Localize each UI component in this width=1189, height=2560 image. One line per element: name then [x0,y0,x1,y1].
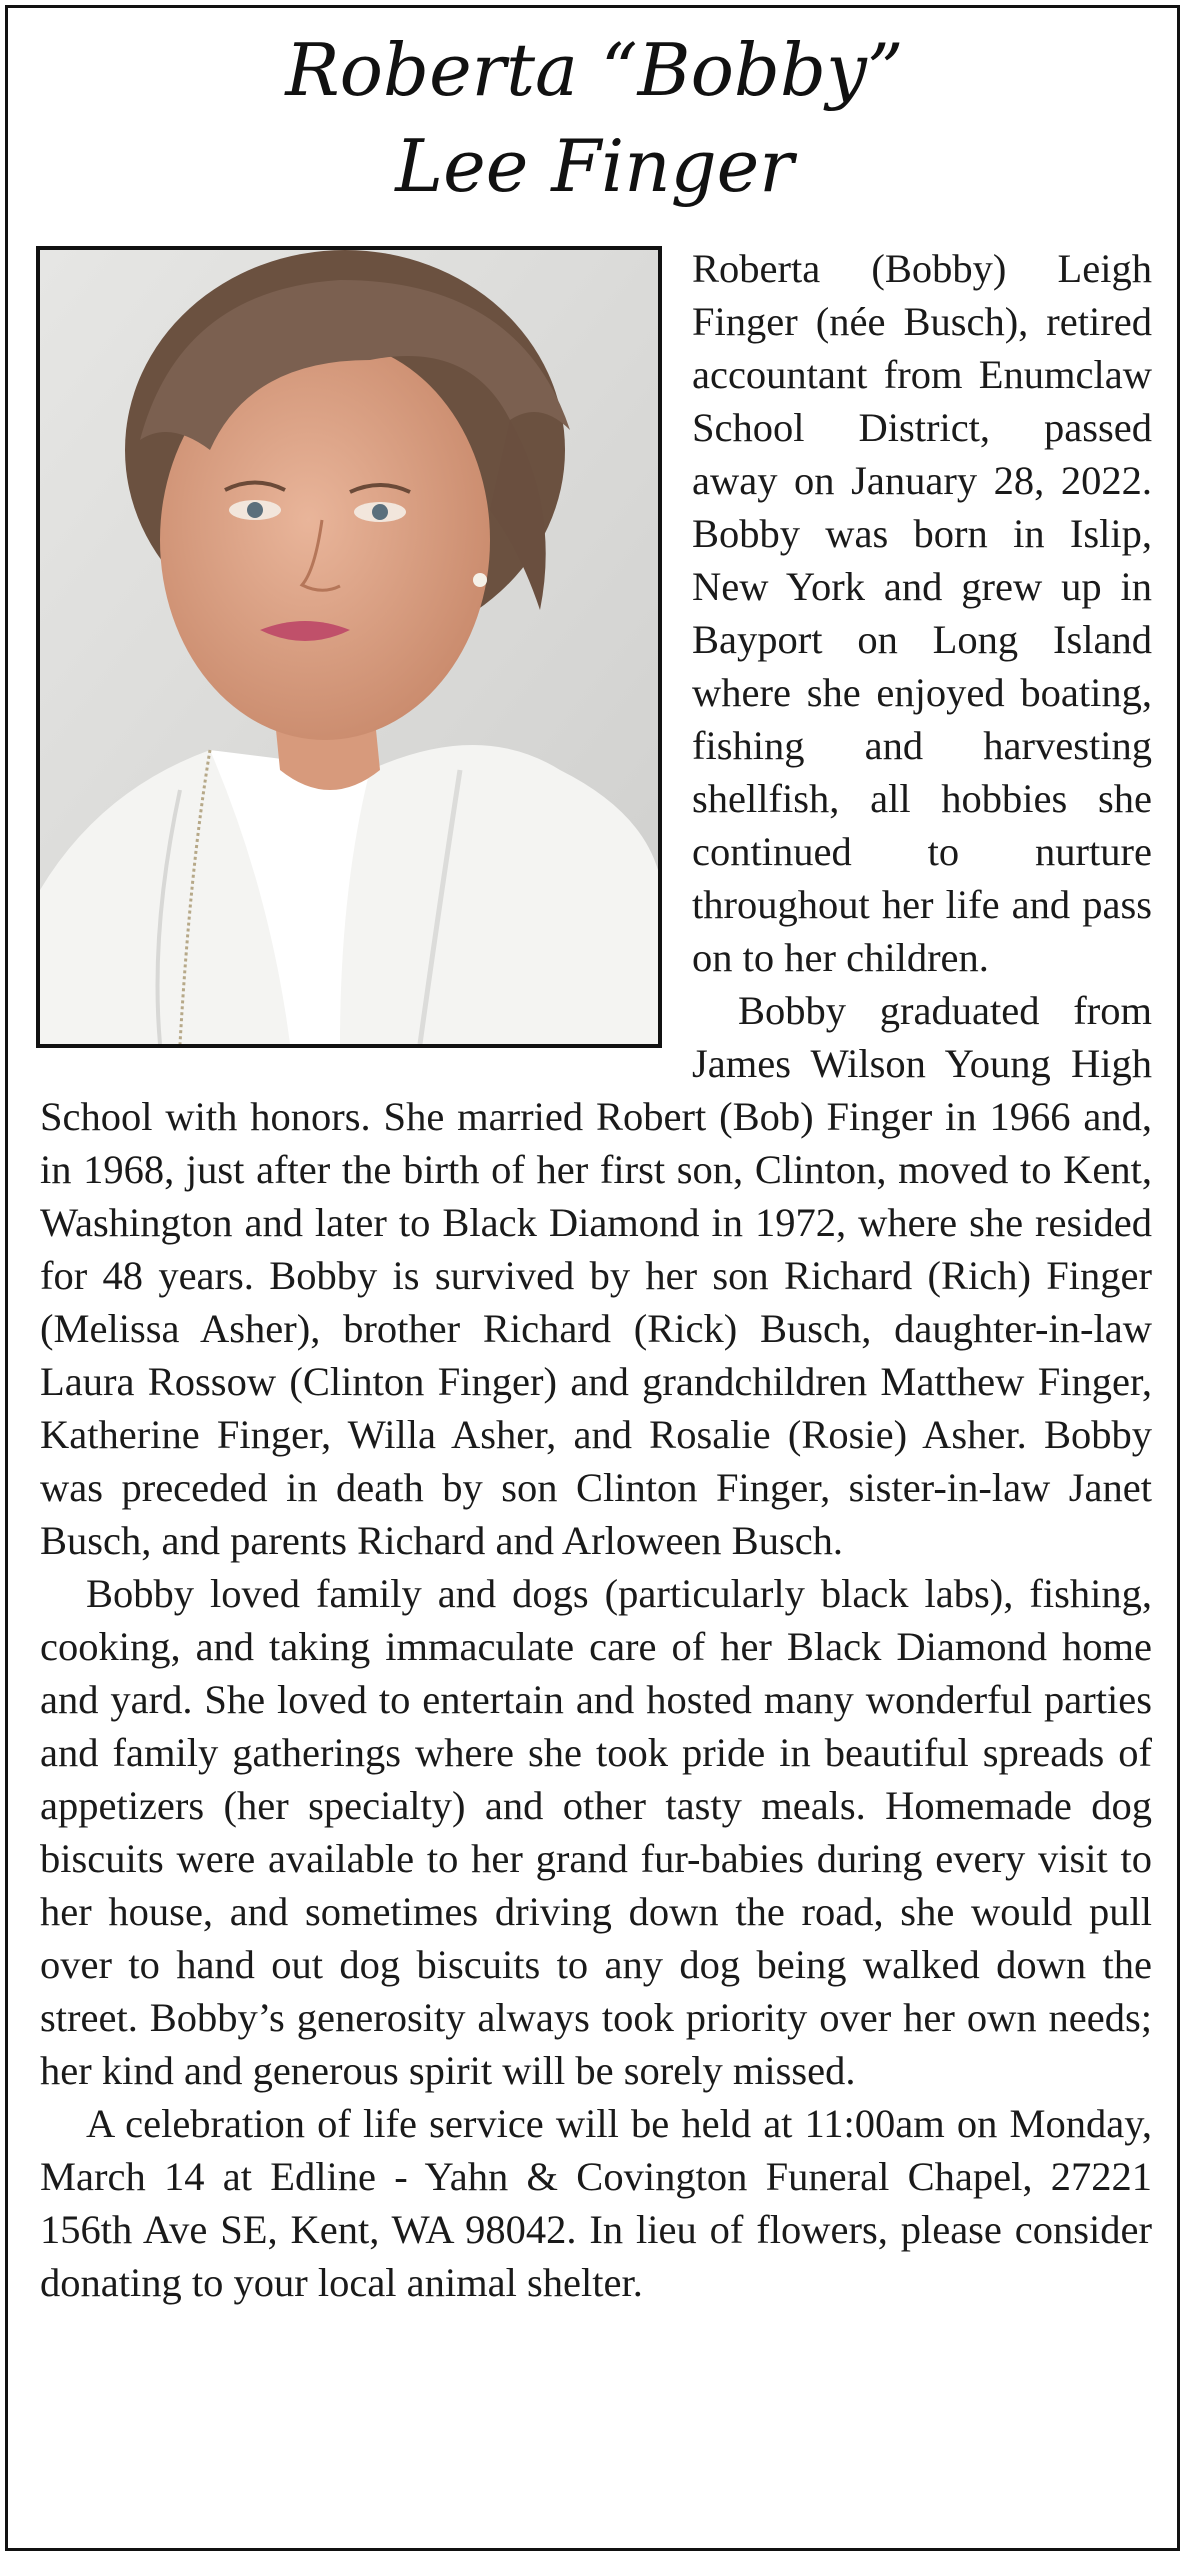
obituary-title [0,22,1189,214]
title-line-2: Lee Finger [395,124,794,208]
paragraph-1: Roberta (Bobby) Leigh Finger (née Busch), retired accountant from Enumclaw School District, passed away on January 28, 2022. Bobby was born in Islip, New York and grew up in Bayport on Long Island where she enjoyed boating, fishing and harvesting shellfish, all hobbies she continued to nurture throughout her life and pass on to her children. [692,246,1152,980]
paragraph-3: Bobby loved family and dogs (particularly black labs), fishing, cooking, and taking immaculate care of her Black Diamond home and yard. She loved to entertain and hosted many wonderful parties and family gatherings where she took pride in beautiful spreads of appetizers (her specialty) and other tasty meals. Homemade dog biscuits were available to her grand fur-babies during every visit to her house, and sometimes driving down the road, she would pull over to hand out dog biscuits to any dog being walked down the street. Bobby’s generosity always took priority over her own needs; her kind and generous spirit will be sorely missed. [40,1571,1152,2093]
photo-wrap-spacer [40,242,692,1082]
title-line-1: Roberta “Bobby” [285,28,904,112]
paragraph-2: Bobby graduated from James Wilson Young High School with honors. She married Robert (Bob) Finger in 1966 and, in 1968, just after the birth of her first son, Clinton, moved to Kent, Washington and later to Black Diamond in 1972, where she resided for 48 years. Bobby is survived by her son Richard (Rich) Finger (Melissa Asher), brother Richard (Rick) Busch, daughter-in-law Laura Rossow (Clinton Finger) and grandchildren Matthew Finger, Katherine Finger, Willa Asher, and Rosalie (Rosie) Asher. Bobby was preceded in death by son Clinton Finger, sister-in-law Janet Busch, and parents Richard and Arloween Busch. [40,988,1152,1563]
obituary-body [40,242,1152,2309]
paragraph-4: A celebration of life service will be held at 11:00am on Monday, March 14 at Edline - Yahn & Covington Funeral Chapel, 27221 156th Ave SE, Kent, WA 98042. In lieu of flowers, please consider donating to your local animal shelter. [40,2101,1152,2305]
